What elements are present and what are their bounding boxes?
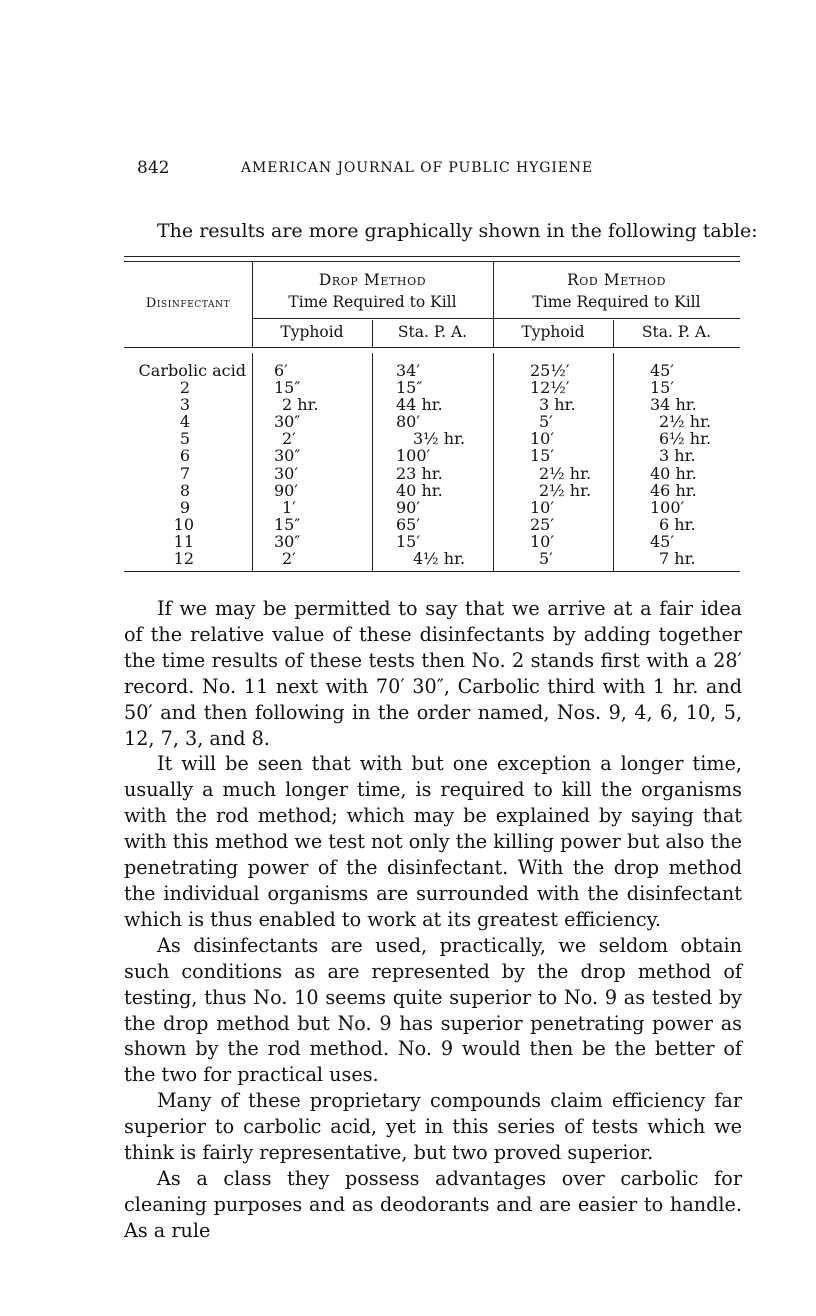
table-cell: 2½ hr. (659, 412, 712, 432)
table-cell: 45′ (650, 361, 674, 380)
rod-sta-header: Sta. P. A. (641, 323, 712, 341)
rod-method-subtitle: Time Required to Kill (532, 293, 701, 311)
table-cell: 80′ (396, 412, 420, 432)
page-number: 842 (137, 158, 170, 178)
table-cell: 3 (179, 395, 190, 415)
table-cell: 3½ hr. (413, 429, 466, 449)
table-cell: 10 (173, 514, 194, 534)
divider-rod-body (613, 353, 614, 571)
table-header-rule (124, 347, 740, 348)
table-cell: 15′ (396, 531, 420, 551)
table-cell: 30″ (274, 531, 301, 551)
col-header-disinfectant: Disinfectant (145, 296, 231, 311)
body-text (124, 596, 742, 1244)
running-head (137, 156, 741, 180)
table-cell: 2′ (282, 549, 296, 569)
table-cell: 90′ (396, 497, 420, 517)
table-cell: 6 (179, 446, 190, 466)
drop-typhoid-header: Typhoid (280, 323, 344, 341)
table-cell: 15″ (396, 378, 423, 398)
table-cell: 30″ (274, 412, 301, 432)
table-cell: 4½ hr. (413, 549, 466, 569)
table-cell: 6 hr. (659, 514, 696, 534)
drop-group-rule (252, 318, 493, 319)
table-cell: 46 hr. (650, 480, 697, 500)
table-cell: 9 (179, 497, 190, 517)
drop-sta-header: Sta. P. A. (397, 323, 468, 341)
table-cell: 30″ (274, 446, 301, 466)
paragraph: As disinfectants are used, practically, we seldom obtain such conditions as are represented by the drop method of testing, thus No. 10 seems quite superior to No. 9 as tested by the drop method but No. 9 has superior penetrating power as shown by the rod method. No. 9 would then be the better of the two for practical uses. (124, 933, 742, 1087)
table-cell: 15′ (650, 378, 674, 398)
rod-method-title: Rod Method (566, 271, 667, 289)
results-table (124, 256, 740, 576)
table-cell: 2½ hr. (539, 463, 592, 483)
table-cell: 10′ (530, 497, 554, 517)
drop-method-subtitle: Time Required to Kill (288, 293, 457, 311)
table-cell: 2′ (282, 429, 296, 449)
paragraph: It will be seen that with but one exception a longer time, usually a much longer time, is required to kill the organisms with the rod method; which may be explained by saying that with this method we test not only the killing power but also the penetrating power of the disinfectant. With the drop method the individual organisms are surrounded with the disinfectant which is thus enabled to work at its greatest efficiency. (124, 752, 743, 931)
table-cell: 100′ (396, 446, 431, 466)
table-bottom-rule (124, 571, 740, 572)
table-cell: 40 hr. (396, 480, 443, 500)
table-cell: 5 (179, 429, 190, 449)
table-cell: 34 hr. (650, 395, 697, 415)
table-cell: 8 (179, 480, 190, 500)
rod-typhoid-header: Typhoid (521, 323, 585, 341)
paragraph: As a class they possess advantages over carbolic for cleaning purposes and as deodorants and are easier to handle. As a rule (124, 1166, 742, 1242)
paragraph: If we may be permitted to say that we arrive at a fair idea of the relative value of these disinfectants by adding together the time results of these tests then No. 2 stands first with a 28′ record. No. 11 next with 70′ 30″, Carbolic third with 1 hr. and 50′ and then following in the order named, Nos. 9, 4, 6, 10, 5, 12, 7, 3, and 8. (124, 597, 742, 750)
col-drop-typhoid (274, 362, 369, 567)
table-cell: 4 (179, 412, 190, 432)
table-cell: 1′ (282, 497, 296, 517)
table-cell: 2 (179, 378, 190, 398)
table-cell: 12½′ (530, 378, 570, 398)
journal-title: AMERICAN JOURNAL OF PUBLIC HYGIENE (241, 160, 594, 176)
table-top-rule-inner (124, 261, 740, 262)
table-cell: 12 (173, 549, 194, 569)
table-cell: 5′ (539, 412, 553, 432)
table-cell: 34′ (396, 361, 420, 380)
divider-drop-body (372, 353, 373, 571)
table-cell: 23 hr. (396, 463, 443, 483)
table-cell: 25½′ (530, 361, 570, 380)
table-cell: 30′ (274, 463, 298, 483)
table-cell: 3 hr. (539, 395, 576, 415)
table-cell: 3 hr. (659, 446, 696, 466)
table-cell: 11 (173, 531, 194, 551)
table-cell: 65′ (396, 514, 420, 534)
table-cell: 2½ hr. (539, 480, 592, 500)
table-intro: The results are more graphically shown in the following table: (157, 220, 758, 242)
table-cell: 7 (179, 463, 190, 483)
table-cell: 15″ (274, 514, 301, 534)
table-cell: 45′ (650, 531, 674, 551)
divider-name-body (252, 353, 253, 571)
table-cell: 25′ (530, 514, 554, 534)
table-top-rule (124, 256, 740, 257)
table-cell: 100′ (650, 497, 685, 517)
table-cell: 15′ (530, 446, 554, 466)
table-cell: 44 hr. (396, 395, 443, 415)
table-cell: 6½ hr. (659, 429, 712, 449)
divider-method-body (493, 353, 494, 571)
table-cell: 10′ (530, 531, 554, 551)
table-cell: 90′ (274, 480, 298, 500)
col-disinfectant (124, 362, 246, 567)
paragraph: Many of these proprietary compounds claim efficiency far superior to carbolic acid, yet in this series of tests which we think is fairly representative, but two proved superior. (124, 1089, 742, 1165)
col-drop-sta (396, 362, 491, 567)
table-cell: 15″ (274, 378, 301, 398)
drop-method-title: Drop Method (318, 271, 427, 289)
table-cell: Carbolic acid (138, 361, 246, 380)
col-rod-sta (650, 362, 738, 567)
rod-group-rule (493, 318, 740, 319)
table-cell: 7 hr. (659, 549, 696, 569)
table-cell: 5′ (539, 549, 553, 569)
col-rod-typhoid (530, 362, 612, 567)
table-cell: 10′ (530, 429, 554, 449)
table-cell: 2 hr. (282, 395, 319, 415)
table-cell: 6′ (274, 361, 288, 380)
table-cell: 40 hr. (650, 463, 697, 483)
